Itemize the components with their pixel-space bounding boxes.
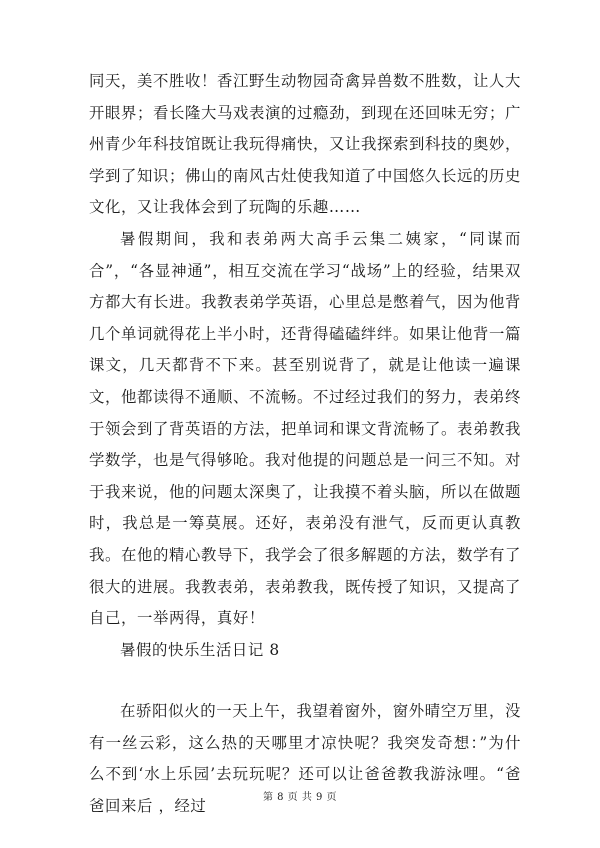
paragraph-diary-start: 在骄阳似火的一天上午，我望着窗外，窗外晴空万里，没有一丝云彩，这么热的天哪里才凉快呢？我突发奇想：”为什么不到‘水上乐园’去玩玩呢？还可以让爸爸教我游泳哩。“爸爸回来后 ，经过 [89,702,521,816]
diary-heading: 暑假的快乐生活日记 8 [120,640,280,659]
paragraph-continuation: 同天，美不胜收！香江野生动物园奇禽异兽数不胜数，让人大开眼界；看长隆大马戏表演的过瘾劲，到现在还回味无穷；广州青少年科技馆既让我玩得痛快，又让我探索到科技的奥妙，学到了知识；佛山的南风古灶使我知道了中国悠久长远的历史文化，又让我体会到了玩陶的乐趣…… [89,72,521,217]
spacer [89,666,521,696]
page-number-footer: 第 8 页 共 9 页 [262,792,338,803]
document-body [89,66,521,823]
paragraph-summer-study: 暑假期间，我和表弟两大高手云集二姨家，“同谋而合”，“各显神通”，相互交流在学习“战场”上的经验，结果双方都大有长进。我教表弟学英语，心里总是憋着气，因为他背几个单词就得花上半小时，还背得磕磕绊绊。如果让他背一篇课文，几天都背不下来。甚至别说背了，就是让他读一遍课文，他都读得不通顺、不流畅。不过经过我们的努力，表弟终于领会到了背英语的方法，把单词和课文背流畅了。表弟教我学数学，也是气得够呛。我对他提的问题总是一问三不知。对于我来说，他的问题太深奥了，让我摸不着头脑，所以在做题时，我总是一筹莫展。还好，表弟没有泄气，反而更认真教我。在他的精心教导下，我学会了很多解题的方法，数学有了很大的进展。我教表弟，表弟教我，既传授了知识，又提高了自己，一举两得，真好！ [89,229,521,628]
